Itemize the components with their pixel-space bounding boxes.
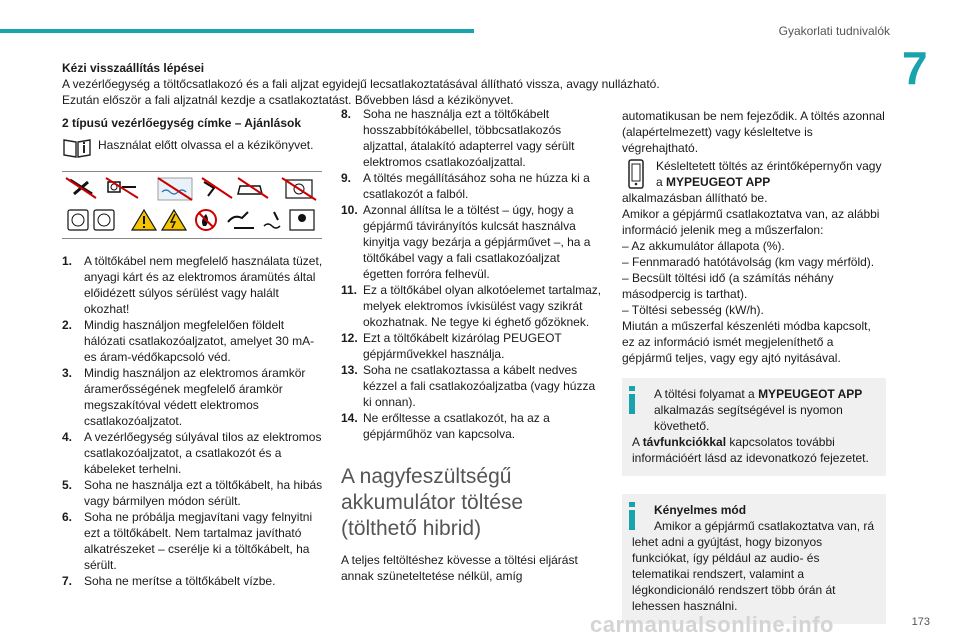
list-item bbox=[62, 365, 324, 429]
item-number: 10. bbox=[341, 203, 358, 217]
column-1 bbox=[62, 115, 324, 589]
recommendations-list-2 bbox=[341, 106, 603, 442]
list-item bbox=[62, 509, 324, 573]
list-item bbox=[341, 410, 603, 442]
info-box-app bbox=[622, 378, 886, 476]
list-item bbox=[341, 330, 603, 362]
dash-item-2: – Fennmaradó hatótávolság (km vagy mérföld). bbox=[622, 255, 875, 269]
water-icon bbox=[264, 212, 280, 228]
item-text: A töltés megállításához soha ne húzza ki a csatlakozót a falból. bbox=[363, 171, 590, 201]
item-number: 13. bbox=[341, 363, 358, 377]
item-text: Azonnal állítsa le a töltést – úgy, hogy a gépjármű távirányítós kulcsát használva kinyitja vagy bezárja a gépjárművet –, ha a töltőkábel vagy a fali csatlakozóaljzat égetten forróra felhevül. bbox=[363, 203, 591, 281]
item-number: 9. bbox=[341, 171, 352, 185]
item-number: 12. bbox=[341, 331, 358, 345]
delayed-charging-note bbox=[622, 158, 886, 190]
no-adapter-icon bbox=[106, 178, 138, 198]
warning-label-image bbox=[62, 171, 322, 239]
charging-paragraph-3: Miután a műszerfal készenléti módba kapcsolt, ez az információ ismét megjeleníthető a gépjármű teljes, vagy egy ajtó nyitásával. bbox=[622, 319, 871, 365]
warning-icon bbox=[132, 210, 156, 230]
repair-icon bbox=[282, 178, 316, 200]
no-fire-icon bbox=[196, 210, 216, 230]
item-number: 3. bbox=[62, 366, 73, 380]
charging-paragraph-1: automatikusan be nem fejeződik. A töltés azonnal (alapértelmezett) vagy késleltetve is végrehajtható. bbox=[622, 109, 885, 155]
list-item bbox=[62, 429, 324, 477]
comfort-mode-text: Amikor a gépjármű csatlakoztatva van, rá lehet adni a gyújtást, hogy bizonyos funkciókat, így például az audio- és telematikai rendszert, valamint a légkondicionáló rendszert több órán át lehessen használni. bbox=[632, 519, 875, 613]
info-icon bbox=[628, 502, 636, 530]
running-header: Gyakorlati tudnivalók bbox=[778, 24, 890, 38]
item-number: 2. bbox=[62, 318, 73, 332]
item-text: Soha ne használja ezt a töltőkábelt, ha hibás vagy bármilyen módon sérült. bbox=[84, 478, 323, 508]
comfort-mode-title: Kényelmes mód bbox=[654, 503, 747, 517]
item-number: 7. bbox=[62, 574, 73, 588]
section-title-line-1: A nagyfeszültségű bbox=[341, 465, 512, 488]
list-item bbox=[341, 282, 603, 330]
dash-item-3: – Becsült töltési idő (a számítás néhány másodpercig is tarthat). bbox=[622, 271, 834, 301]
no-water-icon bbox=[158, 178, 192, 200]
book-icon bbox=[62, 137, 92, 159]
list-item bbox=[62, 253, 324, 317]
reset-title: Kézi visszaállítás lépései bbox=[62, 61, 205, 75]
list-item bbox=[341, 170, 603, 202]
chapter-number: 7 bbox=[902, 42, 928, 94]
section-title-line-2: akkumulátor töltése bbox=[341, 491, 524, 514]
section-title-line-3: (tölthető hibrid) bbox=[341, 517, 482, 540]
manual-note bbox=[62, 137, 324, 159]
info-box-comfort bbox=[622, 494, 886, 624]
electric-icon bbox=[162, 210, 186, 230]
item-text: Soha ne próbálja megjavítani vagy felnyitni ezt a töltőkábelt. Nem tartalmaz javítható alkatrészeket – cserélje ki a töltőkábelt, ha sérült. bbox=[84, 510, 313, 572]
label-title: 2 típusú vezérlőegység címke – Ajánlások bbox=[62, 116, 301, 130]
list-item bbox=[62, 573, 324, 589]
section-text: A teljes feltöltéshez kövesse a töltési eljárást annak szüneteltetése nélkül, amíg bbox=[341, 553, 578, 583]
item-text: A töltőkábel nem megfelelő használata tüzet, anyagi kárt és az elektromos áramütés által előidézett súlyos sérülést vagy halált okozhat! bbox=[84, 254, 323, 316]
item-number: 1. bbox=[62, 254, 73, 268]
column-3 bbox=[622, 108, 886, 624]
reset-section bbox=[62, 60, 862, 108]
manual-note-text: Használat előtt olvassa el a kézikönyvet. bbox=[98, 138, 314, 152]
repair-box-icon bbox=[290, 210, 314, 230]
list-item bbox=[341, 362, 603, 410]
info-icon bbox=[628, 386, 636, 414]
item-text: Soha ne használja ezt a töltőkábelt hosszabbítókábellel, többcsatlakozós aljzattal, átalakító adapterrel vagy sérült elektromos csatlakozóaljzattal. bbox=[363, 107, 575, 169]
item-text: Ezt a töltőkábelt kizárólag PEUGEOT gépjárművekkel használja. bbox=[363, 331, 562, 361]
no-vehicle-icon bbox=[238, 178, 268, 198]
socket-icon bbox=[68, 210, 114, 230]
delayed-charging-text: Késleltetett töltés az érintőképernyőn vagy a MYPEUGEOT APP bbox=[656, 159, 882, 189]
no-submerge-icon bbox=[228, 212, 254, 228]
header-accent-bar bbox=[0, 29, 474, 33]
item-number: 5. bbox=[62, 478, 73, 492]
item-text: Soha ne csatlakoztassa a kábelt nedves kézzel a fali csatlakozóaljzatba (vagy húzza ki onnan). bbox=[363, 363, 596, 409]
reset-line-1: A vezérlőegység a töltőcsatlakozó és a fali aljzat egyidejű lecsatlakoztatásával állítható vissza, avagy nullázható. bbox=[62, 77, 660, 91]
reset-line-2: Ezután először a fali aljzatnál kezdje a csatlakoztatást. Bővebben lásd a kézikönyvet. bbox=[62, 93, 514, 107]
charging-paragraph-2: Amikor a gépjármű csatlakoztatva van, az alábbi információ jelenik meg a műszerfalon: bbox=[622, 207, 880, 237]
item-text: Mindig használjon megfelelően földelt hálózati csatlakozóaljzatot, amelyet 30 mA-es áram-védőkapcsoló véd. bbox=[84, 318, 315, 364]
recommendations-list-1 bbox=[62, 253, 324, 589]
delayed-charging-text-cont: alkalmazásban állítható be. bbox=[622, 191, 768, 205]
item-text: A vezérlőegység súlyával tilos az elektromos csatlakozóaljzatot, a csatlakozót és a kábeleket terhelni. bbox=[84, 430, 322, 476]
dash-item-4: – Töltési sebesség (kW/h). bbox=[622, 303, 764, 317]
column-2 bbox=[341, 106, 603, 584]
section-title-hybrid-charging bbox=[341, 464, 603, 542]
item-number: 8. bbox=[341, 107, 352, 121]
info-box-app-text-2: A távfunkciókkal kapcsolatos további információért lásd az idevonatkozó fejezetet. bbox=[632, 435, 869, 465]
list-item bbox=[62, 477, 324, 509]
item-text: Mindig használjon az elektromos áramkör áramerősségének megfelelő áramkör megszakítóval védett elektromos csatlakozóaljzatot. bbox=[84, 366, 306, 428]
dash-item-1: – Az akkumulátor állapota (%). bbox=[622, 239, 785, 253]
item-number: 11. bbox=[341, 283, 358, 297]
no-extension-icon bbox=[66, 178, 96, 198]
page-number: 173 bbox=[911, 616, 930, 628]
item-number: 6. bbox=[62, 510, 73, 524]
info-box-app-text: A töltési folyamat a MYPEUGEOT APP alkalmazás segítségével is nyomon követhető. bbox=[654, 387, 863, 433]
watermark: carmanualsonline.info bbox=[590, 612, 834, 637]
item-number: 14. bbox=[341, 411, 358, 425]
item-text: Soha ne merítse a töltőkábelt vízbe. bbox=[84, 574, 276, 588]
list-item bbox=[341, 202, 603, 282]
smartphone-icon bbox=[622, 158, 650, 190]
list-item bbox=[62, 317, 324, 365]
item-text: Ez a töltőkábel olyan alkotóelemet tartalmaz, melyek elektromos ívkisülést vagy szikrát okozhatnak. Ne tegye ki éghető gőzöknek. bbox=[363, 283, 602, 329]
item-number: 4. bbox=[62, 430, 73, 444]
no-pull-icon bbox=[202, 178, 232, 198]
list-item bbox=[341, 106, 603, 170]
item-text: Ne erőltesse a csatlakozót, ha az a gépjárműhöz van kapcsolva. bbox=[363, 411, 550, 441]
